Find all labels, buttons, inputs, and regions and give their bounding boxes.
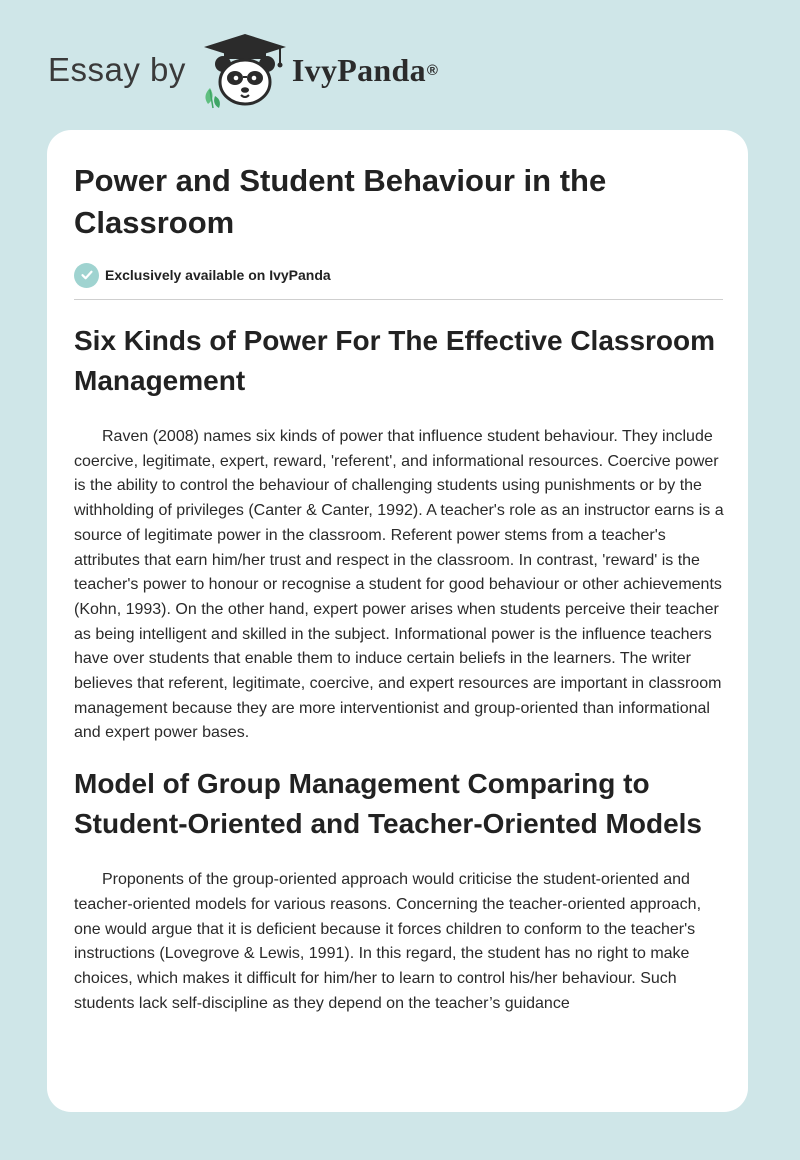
section-group-management-model (74, 764, 724, 1016)
section-paragraph: Raven (2008) names six kinds of power that influence student behaviour. They include coercive, legitimate, expert, reward, 'referent', and informational resources. Coercive power is the ability to control the behaviour of challenging students using punishments or by the withholding of privileges (Canter & Canter, 1992). A teacher's role as an instructor earns is a source of legitimate power in the classroom. Referent power stems from a teacher's attributes that earn him/her trust and respect in the classroom. In contrast, 'reward' is the teacher's power to honour or recognise a student for good behaviour or other achievements (Kohn, 1993). On the other hand, expert power arises when students perceive their teacher as being intelligent and skilled in the subject. Informational power is the influence teachers have over students that enable them to induce certain beliefs in the learners. The writer believes that referent, legitimate, coercive, and expert resources are important in classroom management because they are more interventionist and group-oriented than informational and expert power bases. (74, 428, 724, 742)
section-six-kinds-of-power (74, 321, 724, 746)
panda-graduate-icon[interactable] (200, 30, 290, 110)
checkmark-icon (74, 263, 99, 288)
section-paragraph: Proponents of the group-oriented approach would criticise the student-oriented and teacher-oriented models for various reasons. Concerning the teacher-oriented approach, one would argue that it is deficient because it forces children to conform to the teacher's instructions (Lovegrove & Lewis, 1991). In this regard, the student has no right to make choices, which makes it difficult for him/her to learn to control his/her behaviour. Such students lack self-discipline as they depend on the teacher’s guidance (74, 871, 702, 1012)
registered-mark: ® (426, 61, 438, 79)
brand-prefix: Essay by (48, 51, 186, 88)
section-heading: Model of Group Management Comparing to Student-Oriented and Teacher-Oriented Models (74, 768, 703, 840)
title-divider (74, 299, 723, 300)
essay-title: Power and Student Behaviour in the Classroom (74, 163, 607, 240)
essay-card (47, 130, 748, 1112)
brand-header (48, 30, 438, 110)
exclusive-badge-text: Exclusively available on IvyPanda (105, 267, 331, 283)
section-heading: Six Kinds of Power For The Effective Classroom Management (74, 325, 716, 396)
brand-name[interactable]: IvyPanda (291, 51, 426, 88)
exclusive-badge (74, 261, 724, 289)
